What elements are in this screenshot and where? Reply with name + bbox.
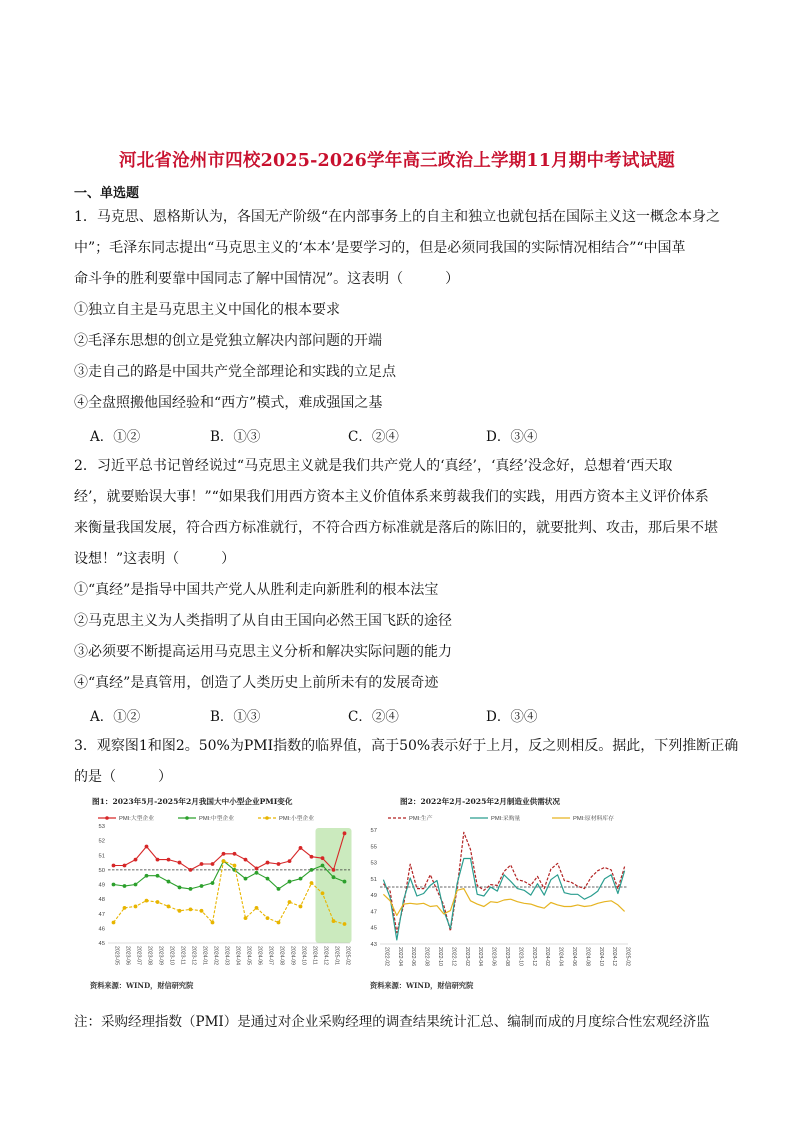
chart-source: 资料来源：WIND，财信研究院 bbox=[90, 981, 194, 990]
series-1-point-2024-08 bbox=[277, 862, 281, 866]
series-2-point-2024-09 bbox=[288, 880, 292, 884]
x-tick-label-2024-10: 2024-10 bbox=[597, 947, 604, 967]
x-tick-label-2023-11: 2023-11 bbox=[179, 946, 186, 965]
q1-statement-2: ②毛泽东思想的创立是党独立解决内部问题的开端 bbox=[74, 333, 382, 349]
x-tick-label-2024-04: 2024-04 bbox=[234, 946, 241, 966]
series-1-point-2024-09 bbox=[288, 859, 292, 863]
series-1-point-2024-05 bbox=[244, 858, 248, 862]
series-3-point-2025-02 bbox=[343, 922, 347, 926]
y-tick-label-49: 49 bbox=[98, 882, 105, 889]
x-tick-label-2023-02: 2023-02 bbox=[463, 947, 470, 967]
q2-option-d[interactable]: D．③④ bbox=[486, 709, 538, 725]
legend-label-1: PMI:生产 bbox=[409, 816, 433, 823]
q1-option-c[interactable]: C．②④ bbox=[348, 429, 399, 445]
series-2-point-2024-12 bbox=[321, 864, 325, 868]
series-3-point-2023-05 bbox=[112, 921, 116, 925]
q2-option-b[interactable]: B．①③ bbox=[210, 709, 261, 725]
y-tick-label-47: 47 bbox=[370, 909, 377, 916]
q2-statement-3: ③必须要不断提高运用马克思主义分析和解决实际问题的能力 bbox=[74, 644, 452, 660]
q1-option-b[interactable]: B．①③ bbox=[210, 429, 261, 445]
y-tick-label-52: 52 bbox=[98, 838, 105, 845]
series-1-point-2024-07 bbox=[266, 861, 270, 865]
series-1-point-2024-04 bbox=[233, 852, 237, 856]
series-3-point-2024-06 bbox=[255, 906, 259, 910]
x-tick-label-2022-02: 2022-02 bbox=[383, 947, 390, 967]
series-2-point-2023-11 bbox=[178, 886, 182, 890]
x-tick-label-2024-02: 2024-02 bbox=[544, 947, 551, 967]
chart-title: 图2：2022年2月-2025年2月制造业供需状况 bbox=[400, 797, 560, 806]
series-1-point-2024-10 bbox=[299, 846, 303, 850]
series-1-point-2023-12 bbox=[189, 868, 193, 872]
x-tick-label-2024-09: 2024-09 bbox=[289, 946, 296, 966]
series-2-point-2024-05 bbox=[244, 877, 248, 881]
x-tick-label-2024-10: 2024-10 bbox=[300, 946, 307, 966]
q2-statement-4: ④“真经”是真管用，创造了人类历史上前所未有的发展奇迹 bbox=[74, 675, 439, 691]
series-1-point-2024-06 bbox=[255, 867, 259, 871]
series-1-point-2023-10 bbox=[167, 858, 171, 862]
x-tick-label-2024-01: 2024-01 bbox=[201, 946, 208, 966]
series-2-point-2023-10 bbox=[167, 880, 171, 884]
legend-marker-1 bbox=[105, 816, 109, 820]
q1-options bbox=[90, 425, 710, 445]
series-3-point-2023-06 bbox=[123, 906, 127, 910]
series-1-point-2023-05 bbox=[112, 864, 116, 868]
q1-statement-3: ③走自己的路是中国共产党全部理论和实践的立足点 bbox=[74, 364, 396, 380]
y-tick-label-48: 48 bbox=[98, 897, 105, 904]
chart-source: 资料来源：WIND，财信研究院 bbox=[370, 981, 474, 990]
y-tick-label-43: 43 bbox=[370, 942, 377, 948]
x-tick-label-2025-02: 2025-02 bbox=[344, 946, 351, 966]
series-2-point-2023-09 bbox=[156, 874, 160, 878]
section-heading: 一、单选题 bbox=[74, 186, 140, 201]
series-2-point-2024-07 bbox=[266, 877, 270, 881]
series-1-point-2023-07 bbox=[134, 858, 138, 862]
q1-line-3: 命斗争的胜利要靠中国同志了解中国情况”。这表明（ ） bbox=[74, 271, 460, 287]
series-3-point-2024-03 bbox=[222, 859, 226, 863]
x-tick-label-2024-03: 2024-03 bbox=[223, 946, 230, 966]
q1-statement-1: ①独立自主是马克思主义中国化的根本要求 bbox=[74, 302, 340, 318]
q2-line-2: 经’，就要贻误大事！”“如果我们用西方资本主义价值体系来剪裁我们的实践，用西方资本主义评价体系 bbox=[74, 489, 709, 505]
series-3-point-2024-10 bbox=[299, 905, 303, 909]
q2-line-3: 来衡量我国发展，符合西方标准就行，不符合西方标准就是落后的陈旧的，就要批判、攻击，那后果不堪 bbox=[74, 520, 718, 536]
q2-option-c[interactable]: C．②④ bbox=[348, 709, 399, 725]
q2-option-a[interactable]: A．①② bbox=[90, 709, 141, 725]
series-2-point-2023-06 bbox=[123, 884, 127, 888]
x-tick-label-2023-06: 2023-06 bbox=[124, 946, 131, 966]
q2-statement-1: ①“真经”是指导中国共产党人从胜利走向新胜利的根本法宝 bbox=[74, 582, 439, 598]
series-3-point-2023-07 bbox=[134, 905, 138, 909]
x-tick-label-2022-10: 2022-10 bbox=[436, 947, 443, 967]
y-tick-label-57: 57 bbox=[370, 828, 377, 834]
series-3-point-2024-08 bbox=[277, 921, 281, 925]
x-tick-label-2022-06: 2022-06 bbox=[410, 947, 417, 967]
x-tick-label-2024-11: 2024-11 bbox=[311, 946, 318, 965]
y-tick-label-55: 55 bbox=[370, 844, 377, 851]
x-tick-label-2023-06: 2023-06 bbox=[490, 947, 497, 967]
series-3-point-2023-11 bbox=[178, 909, 182, 913]
series-1-point-2023-06 bbox=[123, 864, 127, 868]
x-tick-label-2025-01: 2025-01 bbox=[333, 946, 340, 966]
q2-line-4: 设想！”这表明（ ） bbox=[74, 551, 236, 567]
q2-options bbox=[90, 705, 710, 725]
x-tick-label-2024-04: 2024-04 bbox=[557, 947, 564, 967]
x-tick-label-2024-07: 2024-07 bbox=[267, 946, 274, 966]
y-tick-label-51: 51 bbox=[370, 876, 377, 883]
x-tick-label-2023-08: 2023-08 bbox=[146, 946, 153, 966]
series-3-point-2025-01 bbox=[332, 919, 336, 923]
series-1-point-2024-12 bbox=[321, 856, 325, 860]
figure-1-chart bbox=[88, 793, 356, 993]
series-1-point-2024-02 bbox=[211, 862, 215, 866]
series-1-point-2023-11 bbox=[178, 861, 182, 865]
q2-line-1: 2．习近平总书记曾经说过“马克思主义就是我们共产党人的‘真经’，‘真经’没念好，总想着‘西天取 bbox=[74, 458, 673, 474]
series-2-point-2023-05 bbox=[112, 883, 116, 887]
x-tick-label-2024-08: 2024-08 bbox=[584, 947, 591, 967]
series-3-point-2024-01 bbox=[200, 909, 204, 913]
series-2-point-2024-06 bbox=[255, 871, 259, 875]
q1-line-1: 1．马克思、恩格斯认为，各国无产阶级“在内部事务上的自主和独立也就包括在国际主义这一概念本身之 bbox=[74, 209, 721, 225]
figure-2 bbox=[366, 793, 634, 993]
y-tick-label-53: 53 bbox=[98, 824, 105, 830]
x-tick-label-2024-06: 2024-06 bbox=[256, 946, 263, 966]
y-tick-label-45: 45 bbox=[370, 925, 377, 932]
series-2-point-2024-01 bbox=[200, 884, 204, 888]
series-3-point-2023-12 bbox=[189, 907, 193, 911]
x-tick-label-2024-12: 2024-12 bbox=[322, 946, 329, 966]
series-2-point-2025-01 bbox=[332, 875, 336, 879]
q1-line-2: 中”；毛泽东同志提出“马克思主义的‘本本’是要学习的，但是必须同我国的实际情况相结合”“中国革 bbox=[74, 240, 686, 256]
figure-2-chart bbox=[366, 793, 634, 993]
legend-marker-2 bbox=[185, 816, 189, 820]
figure-1 bbox=[88, 793, 356, 993]
series-3-point-2024-09 bbox=[288, 900, 292, 904]
legend-label-2: PMI:采购量 bbox=[491, 816, 521, 823]
y-tick-label-50: 50 bbox=[98, 867, 105, 874]
y-tick-label-46: 46 bbox=[98, 926, 105, 933]
q3-line-2: 的是（ ） bbox=[74, 769, 172, 785]
page-title: 河北省沧州市四校2025-2026学年高三政治上学期11月期中考试试题 bbox=[118, 151, 676, 171]
series-1-point-2023-09 bbox=[156, 858, 160, 862]
series-2-point-2023-08 bbox=[145, 874, 149, 878]
highlight-region bbox=[316, 828, 352, 943]
series-3-point-2023-08 bbox=[145, 899, 149, 903]
series-3-point-2024-05 bbox=[244, 916, 248, 920]
x-tick-label-2024-02: 2024-02 bbox=[212, 946, 219, 966]
series-1-point-2024-03 bbox=[222, 852, 226, 856]
q2-statement-2: ②马克思主义为人类指明了从自由王国向必然王国飞跃的途径 bbox=[74, 613, 452, 629]
series-line-1 bbox=[383, 832, 624, 932]
legend-label-3: PMI:原材料库存 bbox=[573, 816, 614, 823]
series-3-point-2024-04 bbox=[233, 864, 237, 868]
x-tick-label-2023-09: 2023-09 bbox=[157, 946, 164, 966]
y-tick-label-47: 47 bbox=[98, 911, 105, 918]
series-line-1 bbox=[114, 833, 345, 870]
series-2-point-2024-10 bbox=[299, 877, 303, 881]
series-1-point-2023-08 bbox=[145, 845, 149, 849]
series-2-point-2024-02 bbox=[211, 881, 215, 885]
legend-marker-3 bbox=[265, 816, 269, 820]
x-tick-label-2024-05: 2024-05 bbox=[245, 946, 252, 966]
x-tick-label-2022-04: 2022-04 bbox=[396, 947, 403, 967]
series-3-point-2023-10 bbox=[167, 905, 171, 909]
series-3-point-2024-02 bbox=[211, 921, 215, 925]
y-tick-label-49: 49 bbox=[370, 893, 377, 900]
q3-line-1: 3．观察图1和图2。50%为PMI指数的临界值，高于50%表示好于上月，反之则相反。据此，下列推断正确 bbox=[74, 738, 739, 754]
series-1-point-2024-01 bbox=[200, 862, 204, 866]
y-tick-label-53: 53 bbox=[370, 860, 377, 867]
note-text: 注：采购经理指数（PMI）是通过对企业采购经理的调查结果统计汇总、编制而成的月度综合性宏观经济监 bbox=[74, 1014, 710, 1030]
x-tick-label-2025-02: 2025-02 bbox=[624, 947, 631, 967]
series-3-point-2024-12 bbox=[321, 891, 325, 895]
x-tick-label-2023-10: 2023-10 bbox=[517, 947, 524, 967]
x-tick-label-2022-08: 2022-08 bbox=[423, 947, 430, 967]
chart-title: 图1：2023年5月-2025年2月我国大中小型企业PMI变化 bbox=[92, 797, 293, 806]
q1-statement-4: ④全盘照搬他国经验和“西方”模式，难成强国之基 bbox=[74, 395, 383, 411]
x-tick-label-2023-12: 2023-12 bbox=[190, 946, 197, 966]
series-2-point-2023-12 bbox=[189, 887, 193, 891]
series-2-point-2025-02 bbox=[343, 880, 347, 884]
legend-label-2: PMI:中型企业 bbox=[199, 816, 235, 823]
x-tick-label-2023-12: 2023-12 bbox=[530, 947, 537, 967]
q1-option-d[interactable]: D．③④ bbox=[486, 429, 538, 445]
x-tick-label-2023-05: 2023-05 bbox=[113, 946, 120, 966]
q1-option-a[interactable]: A．①② bbox=[90, 429, 141, 445]
series-1-point-2025-02 bbox=[343, 831, 347, 835]
series-1-point-2024-11 bbox=[310, 855, 314, 859]
x-tick-label-2023-04: 2023-04 bbox=[477, 947, 484, 967]
series-2-point-2023-07 bbox=[134, 883, 138, 887]
x-tick-label-2024-06: 2024-06 bbox=[571, 947, 578, 967]
x-tick-label-2024-12: 2024-12 bbox=[611, 947, 618, 967]
series-1-point-2025-01 bbox=[332, 868, 336, 872]
series-3-point-2024-11 bbox=[310, 881, 314, 885]
x-tick-label-2022-12: 2022-12 bbox=[450, 947, 457, 967]
series-3-point-2023-09 bbox=[156, 900, 160, 904]
x-tick-label-2024-08: 2024-08 bbox=[278, 946, 285, 966]
legend-label-1: PMI:大型企业 bbox=[119, 816, 155, 823]
x-tick-label-2023-10: 2023-10 bbox=[168, 946, 175, 966]
series-line-3 bbox=[383, 889, 624, 916]
y-tick-label-45: 45 bbox=[98, 941, 105, 947]
x-tick-label-2023-08: 2023-08 bbox=[504, 947, 510, 967]
series-3-point-2024-07 bbox=[266, 916, 270, 920]
legend-label-3: PMI:小型企业 bbox=[279, 816, 315, 823]
series-2-point-2024-08 bbox=[277, 887, 281, 891]
series-2-point-2024-11 bbox=[310, 868, 314, 872]
y-tick-label-51: 51 bbox=[98, 853, 105, 860]
x-tick-label-2023-07: 2023-07 bbox=[135, 946, 142, 966]
